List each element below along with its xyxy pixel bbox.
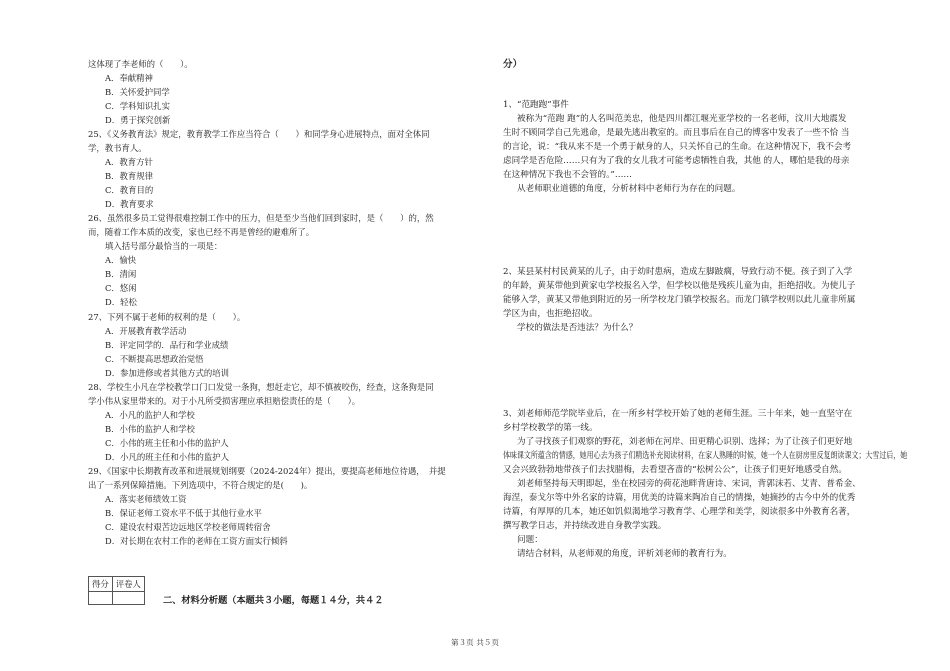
option-line: A．小凡的监护人和学校 (105, 410, 195, 420)
option-line: A．奉献精神 (105, 73, 153, 83)
material-line: 被称为“范跑 跑”的人名叫范美忠，他是四川都江堰光亚学校的一名老师，汶川大地震发 (517, 114, 847, 124)
material-line: 诗篇，有厚厚的几本，她还如饥似渴地学习教育学、心理学和美学，阅读很多中外教育名著， (503, 507, 856, 517)
material-line: 生时不顾同学自己先逃命，是最先逃出教室的。而且事后在自己的博客中发表了一些不恰 当 (503, 128, 850, 138)
question-line: 出了一系列保障措施。下列选项中，不符合规定的是( )。 (88, 480, 313, 490)
question-line: 28、学校生小凡在学校教学口门口发觉一条狗，想赶走它，却不慎被咬伤，经查，这条狗是同 (88, 382, 434, 392)
option-line: A．开展教育教学活动 (105, 326, 187, 336)
option-line: 填入括号部分最恰当的一项是： (105, 241, 223, 251)
option-line: B．教育规律 (105, 171, 154, 181)
option-line: D．对长期在农村工作的老师在工资方面实行倾斜 (105, 536, 288, 546)
score-table (88, 576, 145, 605)
material-line: 从老师职业道德的角度，分析材料中老师行为存在的问题。 (517, 184, 741, 194)
material-line: 问题： (517, 535, 543, 545)
material-line: 乡村学校教学的第一线。 (503, 423, 598, 433)
reviewer-cell (112, 592, 144, 605)
material-line: 的言论，说：“我从来不是一个勇于献身的人，只关怀自己的生命。在这种情况下，我不会考 (503, 142, 852, 152)
option-line: B．清闲 (105, 269, 137, 279)
option-line: B．小伟的监护人和学校 (105, 424, 195, 434)
question-line: 29、《国家中长期教育改革和进展规划纲要（2024-2024年）提出，要提高老师地位待遇， 并提 (88, 466, 446, 476)
material-line: 2、某县某村村民黄某的儿子，由于幼时患病，造成左脚跛瘸，导致行动不便。孩子到了入学 (503, 267, 853, 277)
material-line: 3、刘老师师范学院毕业后，在一所乡村学校开始了她的老师生涯。三十年来，她一直坚守在 (503, 409, 853, 419)
section-title: 二、材料分析题（本题共３小题，每题１４分，共４２ (163, 595, 384, 606)
option-line: A．教育方针 (105, 157, 153, 167)
material-line: 又会兴致勃勃地带孩子们去找腊梅，去看望吝啬的“松树公公”，让孩子们更好地感受自然。 (503, 465, 847, 475)
option-line: D．参加进修或者其他方式的培训 (105, 368, 229, 378)
option-line: A．落实老师绩效工资 (105, 494, 187, 504)
option-line: C．不断提高思想政治觉悟 (105, 354, 204, 364)
option-line: A．愉快 (105, 255, 137, 265)
material-line: 刘老师坚持每天明即起，坐在校园旁的荷花池畔背唐诗、宋词，背郭沫若、艾青、普希金、 (517, 479, 861, 489)
material-line: 1、“范跑跑”事件 (503, 100, 569, 110)
question-line: 学小伟从家里带来的。对于小凡所受损害理应承担赔偿责任的是（ ）。 (88, 396, 361, 406)
option-line: D．勇于探究创新 (105, 115, 171, 125)
material-line: 的年龄，黄某带他到黄家屯学校报名入学，但学校以他是残疾儿童为由，拒绝招收。为使儿子 (503, 281, 856, 291)
option-line: D．小凡的班主任和小伟的监护人 (105, 452, 229, 462)
score-label: 得分 (89, 577, 113, 592)
material-line: 请结合材料，从老师观的角度，评析刘老师的教育行为。 (517, 549, 732, 559)
material-line: 海涅，泰戈尔等中外名家的诗篇，用优美的诗篇来陶冶自己的情操，她摘抄的古今中外的优秀 (503, 493, 856, 503)
option-line: C．教育目的 (105, 185, 154, 195)
option-line: C．悠闲 (105, 283, 137, 293)
option-line: D．轻松 (105, 297, 137, 307)
question-line: 27、下列不属于老师的权利的是（ ）。 (88, 312, 246, 322)
material-line: 虑同学是否危险……只有为了我的女儿我才可能考虑牺牲自我，其他 的人，哪怕是我的母亲 (503, 156, 850, 166)
question-line: 学，教书育人。 (88, 143, 147, 153)
question-line: 而，随着工作本质的改变，家也已经不再是曾经的避难所了。 (88, 227, 315, 237)
question-line: 这体现了李老师的（ ）。 (88, 59, 193, 69)
material-line: 分） (503, 59, 523, 70)
option-line: C．学科知识扎实 (105, 101, 171, 111)
score-cell (89, 592, 113, 605)
material-line: 撰写教学日志，并持续改进自身教学实践。 (503, 521, 667, 531)
material-line: 学校的做法是否违法？为什么？ (517, 323, 638, 333)
option-line: C．小伟的班主任和小伟的监护人 (105, 438, 229, 448)
option-line: B．评定同学的．品行和学业成绩 (105, 340, 229, 350)
question-line: 26、虽然很多员工觉得很难控制工作中的压力，但是至少当他们回到家时，是（ ）的，然 (88, 213, 434, 223)
page-footer: 第３页 共５页 (451, 638, 499, 647)
reviewer-label: 评卷人 (112, 577, 144, 592)
question-line: 25、《义务教育法》规定，教育教学工作应当符合（ ）和同学身心进展特点，面对全体同 (88, 129, 430, 139)
material-line: 体味课文所蕴含的情感，她用心去为孩子们精选补充阅读材料，在家人熟睡的时候，她一个人在厨房里反复朗读课文；大雪过后，她 (503, 451, 908, 461)
material-line: 在这种情况下我也不会管的。”…… (503, 170, 633, 180)
option-line: C．建设农村艰苦边远地区学校老师周转宿舍 (105, 522, 271, 532)
option-line: D．教育要求 (105, 199, 154, 209)
material-line: 学区为由，也拒绝招收。 (503, 309, 598, 319)
material-line: 为了寻找孩子们观察的野花，刘老师在河岸、田更精心识别、选择；为了让孩子们更好地 (517, 437, 853, 447)
material-line: 能够入学，黄某又带他到附近的另一所学校龙门镇学校报名。而龙门镇学校则以此儿童非所属 (503, 295, 856, 305)
option-line: B．保证老师工资水平不低于其他行业水平 (105, 508, 262, 518)
option-line: B．关怀爱护同学 (105, 87, 170, 97)
